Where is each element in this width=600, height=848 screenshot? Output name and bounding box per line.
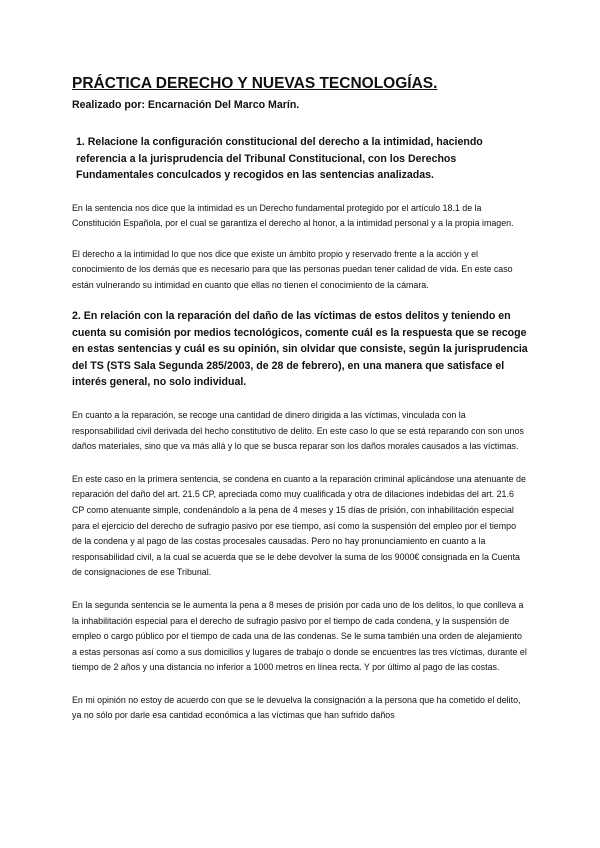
paragraph-4: En este caso en la primera sentencia, se condena en cuanto a la reparación criminal aplicándose una atenuante de reparación del daño del art. 21.5 CP, apreciada como muy cualificada y otra de dilaciones indebidas del art. 21.6 CP como atenuante simple, condenándolo a la pena de 4 meses y 15 días de prisión, con inhabilitación especial para el ejercicio del derecho de sufragio pasivo por ese tiempo, así como la suspensión del empleo por el tiempo de la condena y al pago de las costas procesales causadas. Pero no hay pronunciamiento en cuanto a la responsabilidad civil, a la cual se acuerda que se le debe devolver la suma de los 9000€ consignada en la Cuenta de consignaciones de ese Tribunal.: [72, 473, 526, 578]
paragraph-1: En la sentencia nos dice que la intimidad es un Derecho fundamental protegido por el artículo 18.1 de la Constitución Española, por el cual se garantiza el derecho al honor, a la intimidad personal y a la propia imagen.: [72, 202, 514, 229]
document-title: PRÁCTICA DERECHO Y NUEVAS TECNOLOGÍAS.: [72, 75, 438, 92]
paragraph-3: En cuanto a la reparación, se recoge una cantidad de dinero dirigida a las víctimas, vinculada con la responsabilidad civil derivada del hecho constitutivo de delito. En este caso lo que se está reparando con son unos daños materiales, sino que va más allá y lo que se busca reparar son los daños morales causados a las víctimas.: [72, 409, 524, 452]
document-author: Realizado por: Encarnación Del Marco Marín.: [72, 99, 300, 111]
paragraph-2: El derecho a la intimidad lo que nos dice que existe un ámbito propio y reservado frente a la acción y el conocimiento de los demás que es necesario para que las personas puedan tener calidad de vida. En este caso están vulnerando su intimidad en cuanto que ellas no tienen el conocimiento de la cámara.: [72, 248, 513, 290]
document-page: [72, 74, 528, 724]
question-2: 2. En relación con la reparación del daño de las víctimas de estos delitos y teniendo en cuenta su comisión por medios tecnológicos, comente cuál es la respuesta que se recoge en estas sentencias y cuál es su opinión, sin olvidar que consiste, según la jurisprudencia del TS (STS Sala Segunda 285/2003, de 28 de febrero), en una manera que satisface el interés general, no solo individual.: [72, 310, 528, 389]
paragraph-5: En la segunda sentencia se le aumenta la pena a 8 meses de prisión por cada uno de los delitos, lo que conlleva a la inhabilitación especial para el derecho de sufragio pasivo por el tiempo de cada condena, y la suspensión de empleo o cargo público por el tiempo de cada una de las condenas. Se le suma también una orden de alejamiento a estas personas así como a sus domicilios y lugares de trabajo o donde se encuentres las tres víctimas, durante el tiempo de 2 años y una distancia no inferior a 1000 metros en línea recta. Y por último al pago de las costas.: [72, 599, 527, 673]
paragraph-6: En mi opinión no estoy de acuerdo con que se le devuelva la consignación a la persona que ha cometido el delito, ya no sólo por darle esa cantidad económica a las víctimas que han sufrido daños: [72, 694, 521, 721]
question-1: 1. Relacione la configuración constitucional del derecho a la intimidad, haciendo referencia a la jurisprudencia del Tribunal Constitucional, con los Derechos Fundamentales conculcados y recogidos en las sentencias analizadas.: [76, 136, 483, 181]
